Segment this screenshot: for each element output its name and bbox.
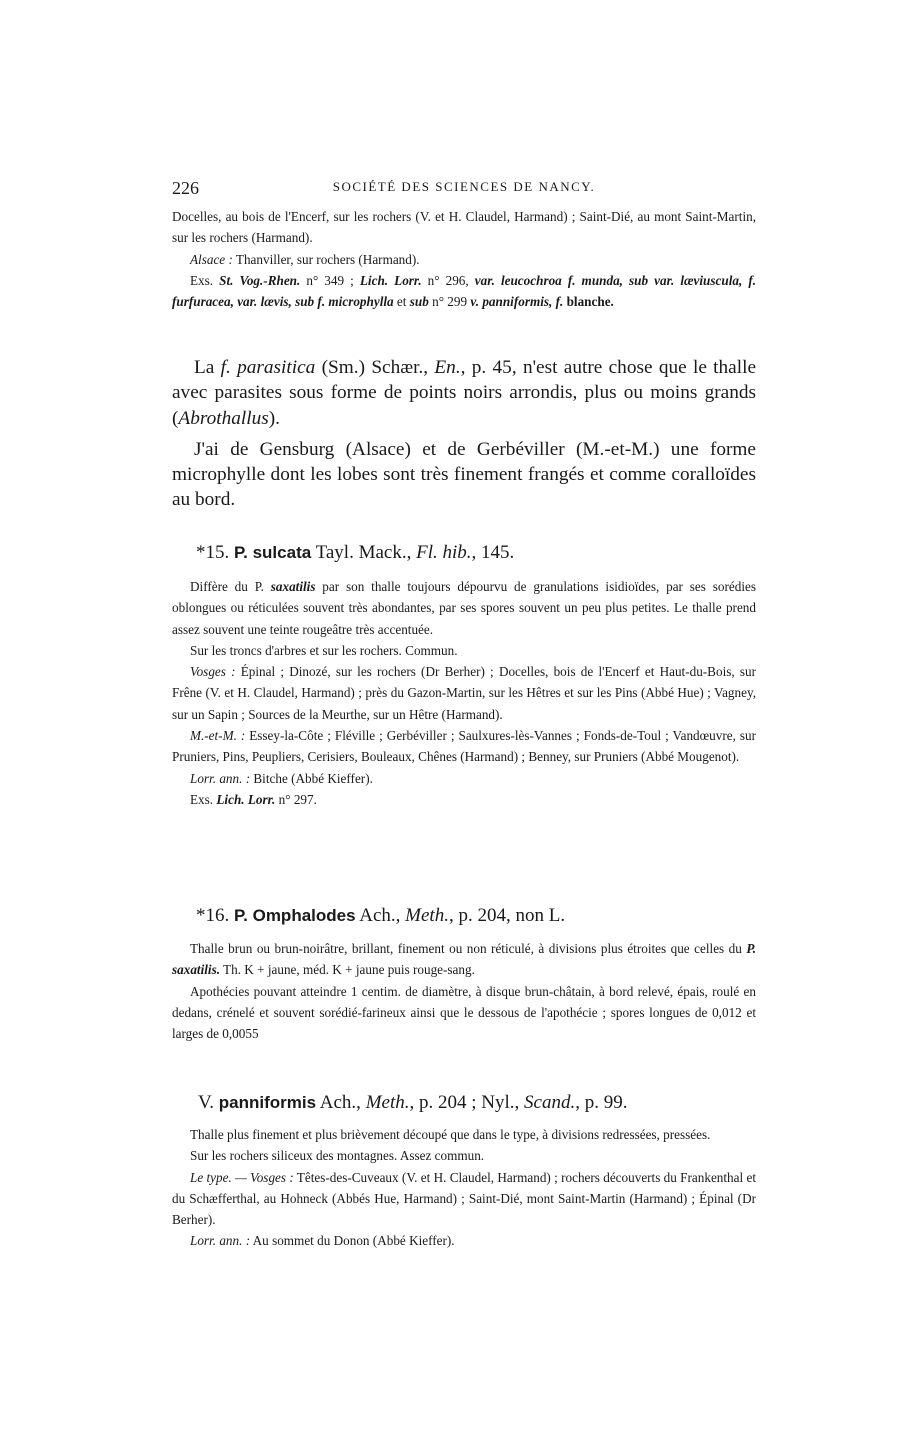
exs-number-2: n° 296, — [421, 272, 475, 288]
exsiccata-paragraph — [172, 270, 756, 313]
text-run: Thalle brun ou brun-noirâtre, brillant, finement ou non réticulé, à divisions plus étroites que celles du — [190, 941, 747, 956]
species-number: *15. — [196, 542, 234, 563]
microphylle-paragraph: J'ai de Gensburg (Alsace) et de Gerbéviller (M.-et-M.) une forme microphylle dont les lobes sont très finement frangés et comme coralloïdes au bord. — [172, 438, 756, 511]
running-title: SOCIÉTÉ DES SCIENCES DE NANCY. — [332, 179, 596, 194]
region-text: Thanviller, sur rochers (Harmand). — [232, 251, 420, 267]
text-run: Diffère du P. — [190, 579, 271, 594]
species-15 — [172, 540, 756, 566]
description-paragraph — [172, 938, 756, 981]
apothecia-paragraph: Apothécies pouvant atteindre 1 centim. de diamètre, à disque brun-châtain, à bord relevé, épais, roulé en dedans, crénelé et souvent sorédié-farineux ainsi que le dessous de l'apothécie ; spores longues de 0,012 et larges de 0,0055 — [172, 983, 756, 1042]
citation-page: , 145. — [471, 542, 515, 563]
continued-paragraph: Docelles, au bois de l'Encerf, sur les rochers (V. et H. Claudel, Harmand) ; Saint-Dié, au mont Saint-Martin, sur les rochers (Harmand). — [172, 209, 756, 246]
variety-name: panniformis — [218, 1093, 317, 1112]
region-text: Épinal ; Dinozé, sur les rochers (Dr Berher) ; Docelles, bois de l'Encerf et Haut-du-Bois, sur Frêne (V. et H. Claudel, Harmand) ; près du Gazon-Martin, sur les Hêtres et sur les Pins (Abbé Hue) ; Vagney, sur un Sapin ; Sources de la Meurthe, sur un Hêtre (Harmand). — [172, 664, 756, 722]
exs-conj: et — [393, 294, 410, 310]
region-text: Têtes-des-Cuveaux (V. et H. Claudel, Harmand) ; rochers découverts du Frankenthal et du Schæfferthal, au Hohneck (Abbés Hue, Harmand) ; Saint-Dié, mont Saint-Martin (Harmand) ; Épinal (Dr Berher). — [172, 1169, 756, 1228]
exsiccata-paragraph — [172, 789, 756, 810]
exs-prefix: Exs. — [190, 272, 220, 288]
citation-title-2: Scand. — [524, 1092, 576, 1113]
exs-sub: sub — [409, 294, 429, 310]
region-text: Bitche (Abbé Kieffer). — [250, 770, 373, 786]
exs-collection-2: Lich. Lorr. — [359, 272, 422, 288]
variety-prefix: V. — [198, 1092, 219, 1113]
exs-number-3: n° 299 — [428, 294, 471, 310]
text-run: La — [194, 357, 221, 378]
habitat-paragraph: Sur les rochers siliceux des montagnes. Assez commun. — [190, 1148, 485, 1164]
text-run: Th. K + jaune, méd. K + jaune puis rouge-sang. — [220, 962, 475, 978]
exs-number-1: n° 349 ; — [300, 272, 360, 288]
region-label: Alsace : — [190, 251, 233, 267]
species-name: P. sulcata — [234, 543, 312, 562]
taxon-name: P. saxatilis. — [172, 941, 756, 978]
species-name: P. Omphalodes — [234, 906, 356, 925]
text-run: , p. 45, n'est autre chose que le thalle avec parasites sous forme de points noirs arrondis, plus ou moins grands ( — [172, 357, 757, 429]
exs-number: n° 297. — [275, 791, 317, 807]
species-16-body — [172, 938, 756, 1044]
meurthe-paragraph — [172, 725, 756, 768]
exs-varieties: var. leucochroa f. munda, sub var. læviuscula, f. furfuracea, var. lævis, sub f. microphylla — [172, 272, 757, 310]
type-paragraph — [172, 1167, 756, 1231]
description-paragraph — [172, 576, 756, 640]
variety-heading — [172, 1090, 756, 1116]
variety-body — [172, 1124, 756, 1252]
citation-title: Meth. — [365, 1092, 410, 1113]
region-label: M.-et-M. : — [190, 728, 246, 744]
alsace-paragraph — [172, 249, 756, 270]
description-paragraph: Thalle plus finement et plus brièvement découpé que dans le type, à divisions redressées, pressées. — [190, 1127, 711, 1142]
top-block — [172, 206, 756, 312]
lorraine-paragraph — [172, 1230, 756, 1251]
species-16 — [172, 903, 756, 929]
species-author: Tayl. Mack., — [311, 542, 417, 563]
exs-collection: Lich. Lorr. — [216, 791, 276, 807]
habitat-paragraph: Sur les troncs d'arbres et sur les rochers. Commun. — [190, 642, 458, 658]
citation-page: , p. 204, non L. — [448, 905, 566, 926]
citation-page-2: , p. 99. — [575, 1092, 628, 1113]
text-run: (Sm.) Schær., — [315, 357, 435, 378]
species-number: *16. — [196, 905, 234, 926]
species-author: Ach., — [355, 905, 406, 926]
page-header — [172, 178, 756, 200]
region-text: Au sommet du Donon (Abbé Kieffer). — [250, 1233, 455, 1249]
taxon-genus: Abrothallus — [178, 407, 269, 429]
citation-page: , p. 204 ; Nyl., — [409, 1092, 525, 1113]
taxon-form: f. parasitica — [220, 357, 316, 378]
variety-author: Ach., — [316, 1092, 366, 1113]
region-label: Lorr. ann. : — [190, 770, 251, 786]
parasitica-paragraph — [172, 355, 756, 431]
text-run: ). — [268, 407, 281, 429]
species-heading — [172, 540, 756, 566]
region-label: Lorr. ann. : — [190, 1233, 251, 1249]
citation-title: En. — [434, 357, 461, 378]
lorraine-paragraph — [172, 768, 756, 789]
exs-panniformis: v. panniformis, f. — [470, 294, 564, 310]
species-heading — [172, 903, 756, 929]
exs-collection-1: St. Vog.-Rhen. — [219, 272, 301, 288]
exs-blanche: blanche. — [563, 294, 614, 310]
page-number: 226 — [172, 178, 199, 198]
region-text: Essey-la-Côte ; Fléville ; Gerbéviller ; Saulxures-lès-Vannes ; Fonds-de-Toul ; Vandœuvre, sur Pruniers, Pins, Peupliers, Cerisiers, Bouleaux, Chênes (Harmand) ; Benney, sur Pruniers (Abbé Mougenot). — [172, 728, 756, 765]
species-15-body — [172, 576, 756, 810]
citation-title: Fl. hib. — [416, 542, 472, 563]
text-run: par son thalle toujours dépourvu de granulations isidioïdes, par ses sorédies oblongues ou réticulées souvent très abondantes, par ses spores souvent un peu plus petites. Le thalle prend assez souvent une teinte rougeâtre très accentuée. — [172, 579, 756, 637]
region-label: Vosges : — [190, 664, 236, 680]
taxon-epithet: saxatilis — [270, 579, 316, 594]
region-label: Le type. — Vosges : — [190, 1169, 294, 1185]
large-text-block — [172, 355, 756, 513]
exs-prefix: Exs. — [190, 791, 217, 807]
vosges-paragraph — [172, 661, 756, 725]
variety-panniformis — [172, 1090, 756, 1116]
citation-title: Meth. — [405, 905, 449, 926]
